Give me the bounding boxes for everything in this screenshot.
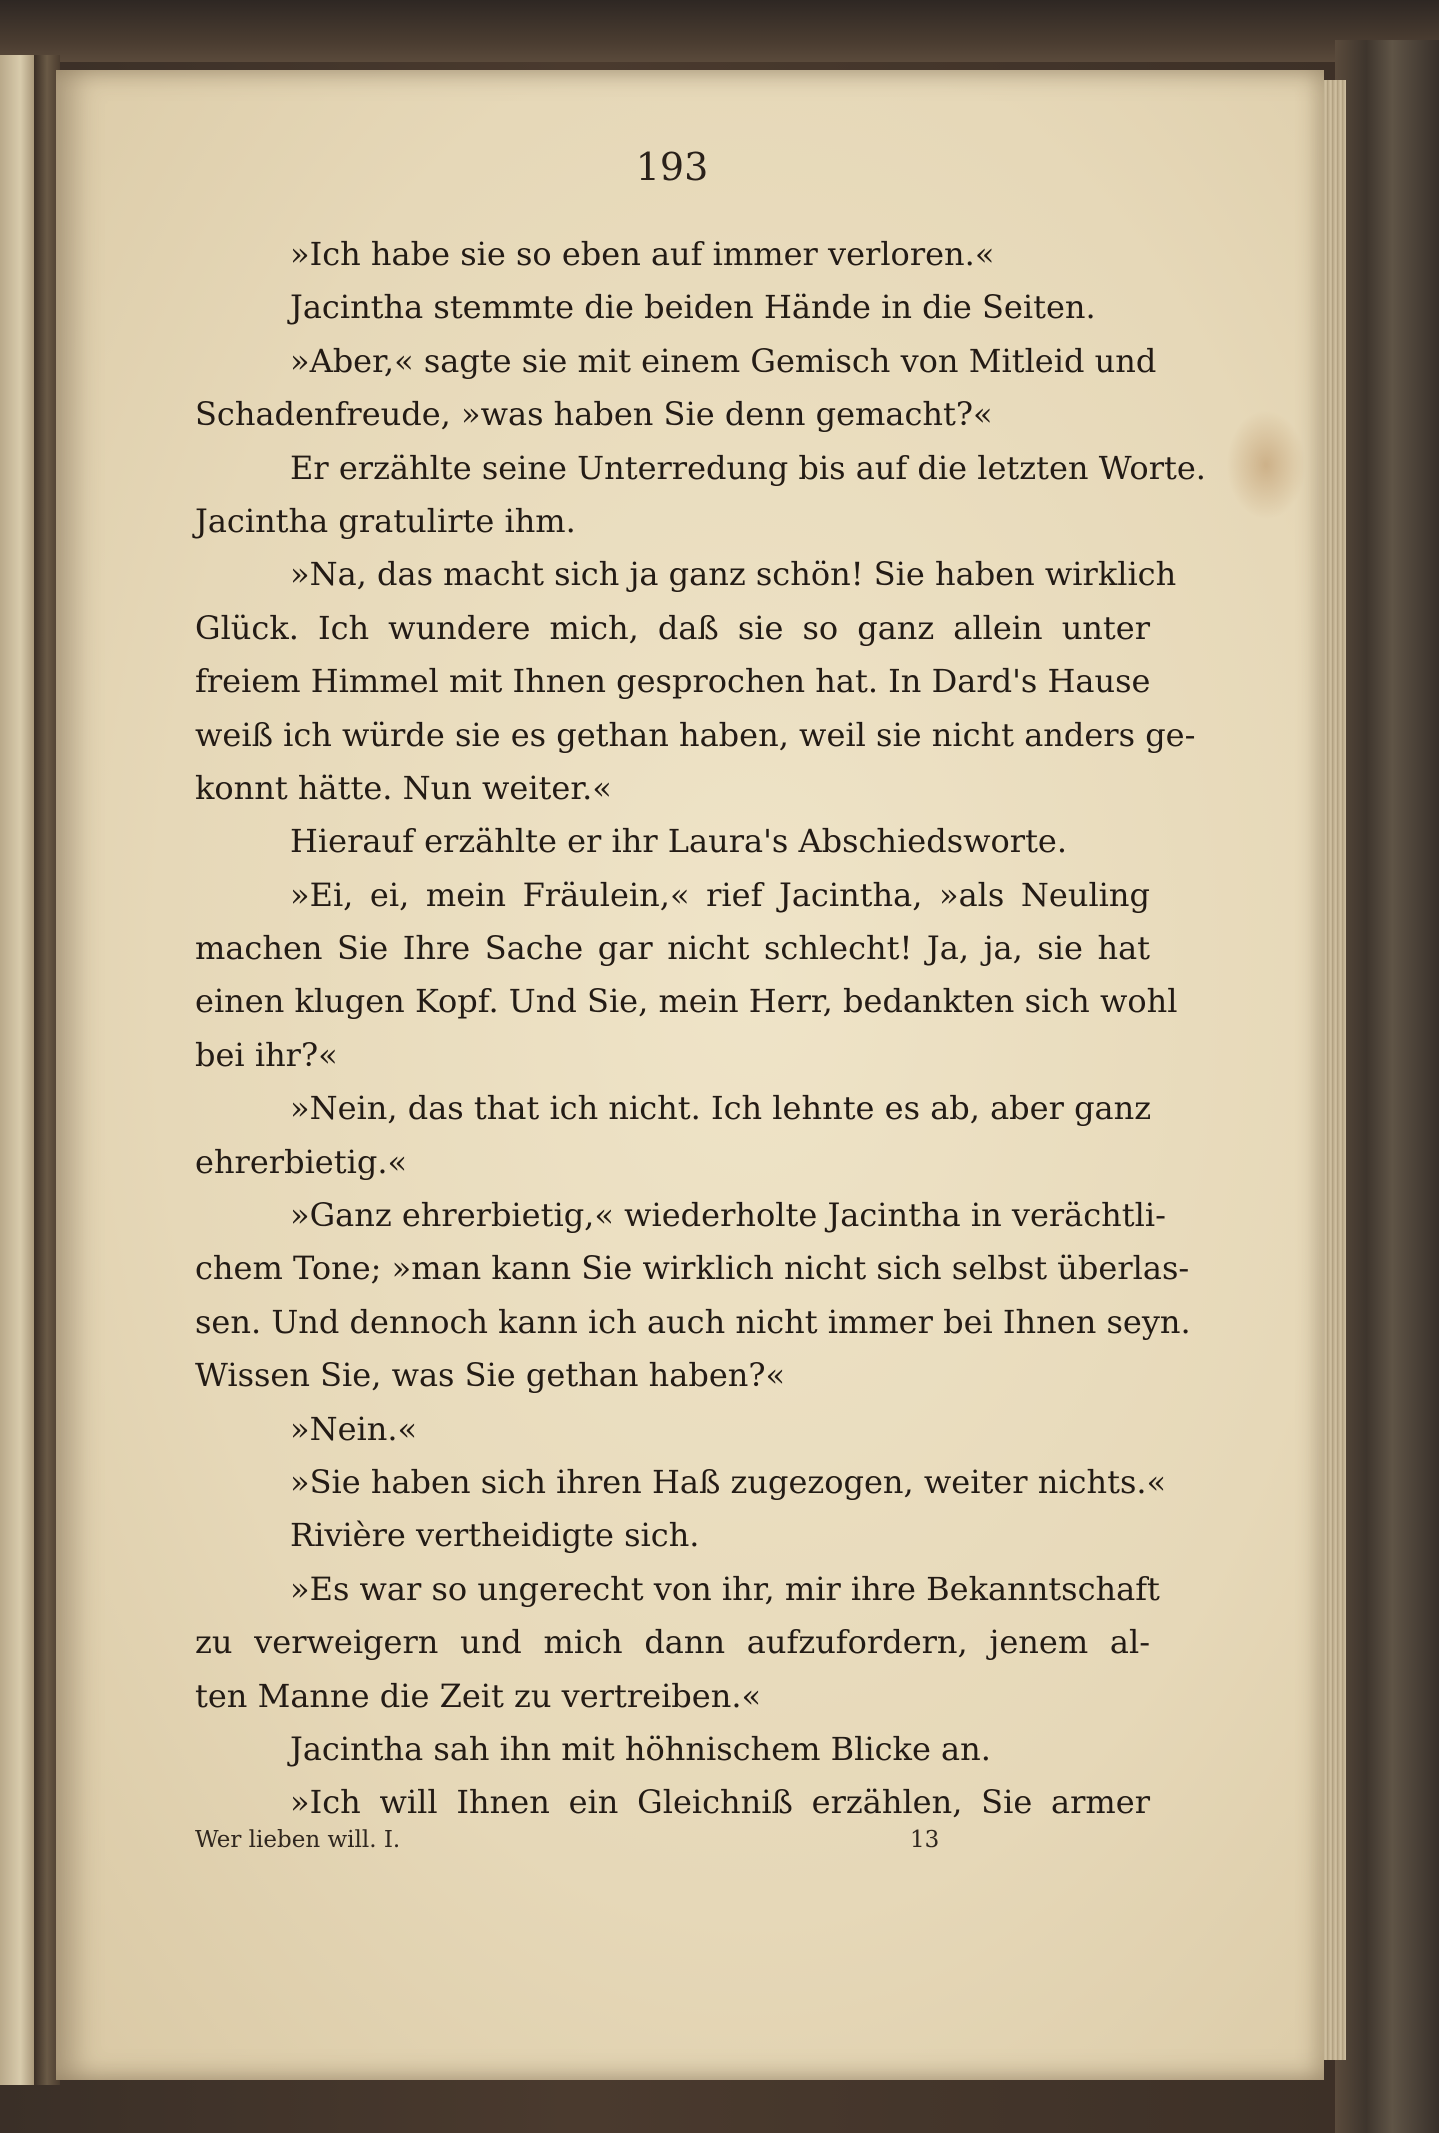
text-line: Wissen Sie, was Sie gethan haben?« xyxy=(195,1356,786,1395)
text-line: machen Sie Ihre Sache gar nicht schlecht! Ja, ja, sie hat xyxy=(195,929,1150,968)
cover-top-edge xyxy=(0,0,1439,62)
text-line: Glück. Ich wundere mich, daß sie so ganz allein unter xyxy=(195,608,1150,647)
text-line: »Ganz ehrerbietig,« wiederholte Jacintha in verächtli- xyxy=(290,1196,1166,1235)
text-line: Jacintha stemmte die beiden Hände in die Seiten. xyxy=(290,288,1096,327)
text-line: »Ich will Ihnen ein Gleichniß erzählen, Sie armer xyxy=(290,1783,1150,1822)
footer-signature: Wer lieben will. I. xyxy=(195,1827,401,1853)
text-line: Jacintha sah ihn mit höhnischem Blicke an. xyxy=(290,1729,991,1768)
text-line: bei ihr?« xyxy=(195,1035,338,1074)
text-line: konnt hätte. Nun weiter.« xyxy=(195,768,612,807)
text-line: Schadenfreude, »was haben Sie denn gemacht?« xyxy=(195,395,993,434)
text-line: sen. Und dennoch kann ich auch nicht immer bei Ihnen seyn. xyxy=(195,1302,1191,1341)
text-line: Rivière vertheidigte sich. xyxy=(290,1516,700,1555)
text-line: »Ich habe sie so eben auf immer verloren.« xyxy=(290,235,995,273)
text-line: ten Manne die Zeit zu vertreiben.« xyxy=(195,1676,762,1715)
page-number: 193 xyxy=(635,145,709,189)
text-line: zu verweigern und mich dann aufzufordern, jenem al- xyxy=(195,1623,1150,1662)
text-line: freiem Himmel mit Ihnen gesprochen hat. In Dard's Hause xyxy=(195,662,1151,701)
text-line: »Aber,« sagte sie mit einem Gemisch von Mitleid und xyxy=(290,341,1157,380)
cover-right-edge xyxy=(1335,40,1439,2133)
left-page-edge xyxy=(0,55,34,2085)
text-line: einen klugen Kopf. Und Sie, mein Herr, bedankten sich wohl xyxy=(195,982,1178,1021)
text-line: »Nein.« xyxy=(290,1409,418,1448)
text-line: Er erzählte seine Unterredung bis auf die letzten Worte. xyxy=(290,448,1206,487)
text-line: weiß ich würde sie es gethan haben, weil sie nicht anders ge- xyxy=(195,715,1196,754)
text-line: ehrerbietig.« xyxy=(195,1142,408,1181)
footer-sheet-number: 13 xyxy=(910,1827,940,1853)
text-line: »Na, das macht sich ja ganz schön! Sie haben wirklich xyxy=(290,555,1177,594)
text-line: »Nein, das that ich nicht. Ich lehnte es ab, aber ganz xyxy=(290,1089,1152,1128)
paper-stain xyxy=(1226,410,1306,520)
text-line: Hierauf erzählte er ihr Laura's Abschiedsworte. xyxy=(290,822,1068,861)
text-line: chem Tone; »man kann Sie wirklich nicht sich selbst überlas- xyxy=(195,1249,1190,1288)
text-line: »Ei, ei, mein Fräulein,« rief Jacintha, »als Neuling xyxy=(290,875,1150,914)
text-line: Jacintha gratulirte ihm. xyxy=(195,501,576,540)
page-text xyxy=(195,228,1206,1830)
text-line: »Sie haben sich ihren Haß zugezogen, weiter nichts.« xyxy=(290,1462,1167,1501)
text-line: »Es war so ungerecht von ihr, mir ihre Bekanntschaft xyxy=(290,1569,1160,1608)
